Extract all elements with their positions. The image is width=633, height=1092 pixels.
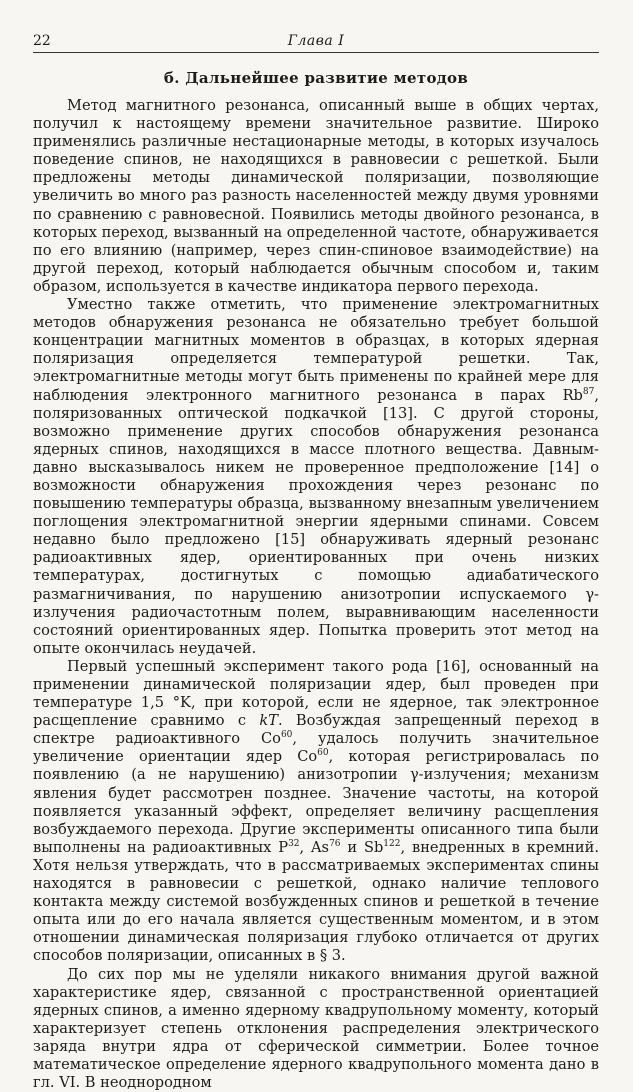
paragraph-2-text-b: , поляризованных оптической подкачкой [13]. С другой стороны, возможно применение других способов обнаружения резонанса ядерных спинов, находящихся в массе плотного вещества. Давным-давно высказывалось никем не проверенное предположение [14] о возможности обнаружения прохождения через резонанс по повышению температуры образца, вызванному внезапным увеличением поглощения электромагнитной энергии ядерными спинами. Совсем недавно было предложено [15] обнаруживать ядерный резонанс радиоактивных ядер, ориентированных при очень низких температурах, достигнутых с помощью адиабатического размагничивания, по нарушению анизотропии испускаемого γ-излучения радиочастотным полем, выравнивающим населенности состояний ориентированных ядер. Попытка проверить этот метод на опыте окончилась неудачей. [33, 387, 599, 657]
running-header [33, 30, 599, 53]
rb-isotope-superscript: 87 [583, 387, 594, 397]
paragraph-4: До сих пор мы не уделяли никакого внимания другой важной характеристике ядер, связанной с пространственной ориентацией ядерных спинов, а именно ядерному квадрупольному моменту, который характеризует степень отклонения распределения электрического заряда внутри ядра от сферической симметрии. Более точное математическое определение ядерного квадрупольного момента дано в гл. VI. В неоднородном [33, 966, 599, 1092]
sb-isotope-superscript: 122 [383, 839, 400, 849]
paragraph-2-text-a: Уместно также отметить, что применение электромагнитных методов обнаружения резонанса не обязательно требует большой концентрации магнитных моментов в образцах, в которых ядерная поляризация определяется температурой решетки. Так, электромагнитные методы могут быть применены по крайней мере для наблюдения электронного магнитного резонанса в парах Rb [33, 296, 599, 403]
paragraph-3-text-f: и Sb [341, 839, 384, 856]
page-number: 22 [33, 33, 51, 49]
as-isotope-superscript: 76 [329, 839, 340, 849]
paragraph-3-text-e: , As [300, 839, 330, 856]
paragraph-1: Метод магнитного резонанса, описанный выше в общих чертах, получил к настоящему времени значительное развитие. Широко применялись различные нестационарные методы, в которых изучалось поведение спинов, не находящихся в равновесии с решеткой. Были предложены методы динамической поляризации, позволяющие увеличить во много раз разность населенностей между двумя уровнями по сравнению с равновесной. Появились методы двойного резонанса, в которых переход, вызванный на определенной частоте, обнаруживается по его влиянию (например, через спин-спиновое взаимодействие) на другой переход, который наблюдается обычным способом и, таким образом, используется в качестве индикатора первого перехода. [33, 97, 599, 296]
paragraph-3 [33, 658, 599, 966]
section-title: б. Дальнейшее развитие методов [33, 69, 599, 87]
paragraph-3-text-c: , удалось получить значительное увеличение ориентации ядер Co [33, 730, 599, 765]
paragraph-3-text-a: Первый успешный эксперимент такого рода [16], основанный на применении динамической поляризации ядер, был проведен при температуре 1,5 °K, при которой, если не ядерное, так электронное расщепление сравнимо с [33, 658, 599, 729]
co-isotope-superscript-2: 60 [317, 749, 328, 759]
paragraph-2 [33, 296, 599, 658]
paragraph-3-text-g: , внедренных в кремний. Хотя нельзя утверждать, что в рассматриваемых экспериментах спины находятся в равновесии с решеткой, однако наличие теплового контакта между системой возбужденных спинов и решеткой в течение опыта или до его начала является существенным моментом, и в этом отношении динамическая поляризация глубоко отличается от других способов поляризации, описанных в § 3. [33, 839, 599, 965]
paragraph-3-text-d: , которая регистрировалась по появлению (а не нарушению) анизотропии γ-излучения; механизм явления будет рассмотрен позднее. Значение частоты, на которой появляется указанный эффект, определяет величину расщепления возбуждаемого перехода. Другие эксперименты описанного типа были выполнены на радиоактивных P [33, 748, 599, 855]
kt-symbol: kT [259, 712, 278, 729]
co-isotope-superscript-1: 60 [281, 730, 292, 740]
paragraph-3-text-b: . Возбуждая запрещенный переход в спектре радиоактивного Co [33, 712, 599, 747]
p-isotope-superscript: 32 [288, 839, 299, 849]
chapter-title: Глава I [33, 33, 599, 49]
page [33, 30, 599, 1092]
